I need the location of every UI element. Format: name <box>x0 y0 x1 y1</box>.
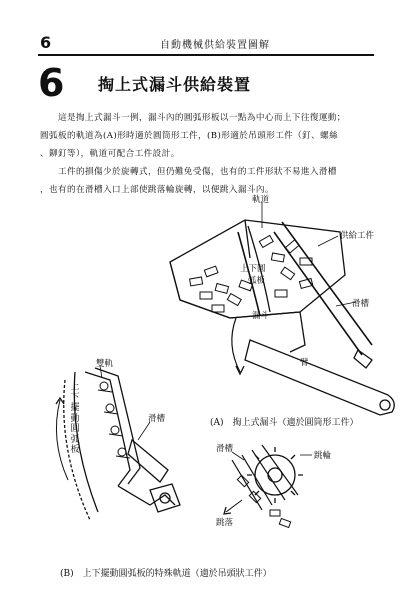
label-double-track: 雙軌 <box>96 359 114 369</box>
label-chute-b: 滑槽 <box>148 414 166 424</box>
label-chute: 滑槽 <box>352 299 370 309</box>
label-arm: 臂 <box>300 358 309 368</box>
paragraph-line: 圓弧板的軌道為(A)形時適於圓筒形工件，(B)形適於吊頭形工件（釘、螺絲 <box>40 131 339 141</box>
label-drop: 跳落 <box>216 518 234 528</box>
section-title: 掏上式漏斗供給裝置 <box>98 75 252 94</box>
label-supply-workpiece: 供給工件 <box>340 231 375 241</box>
page-number: 6 <box>40 33 52 52</box>
label-chute-b2: 滑槽 <box>216 444 234 454</box>
caption-figure-b: (B) 上下擺動圓弧板的特殊軌道（適於吊頭狀工件） <box>60 569 272 579</box>
running-title: 自動機械供給裝置圖解 <box>160 40 270 51</box>
paragraph-line: 這是掏上式漏斗一例，漏斗內的圓弧形板以一點為中心而上下往復運動； <box>58 113 346 123</box>
paragraph-line: ，也有的在滑槽入口上部使跳落輪旋轉，以便跳入漏斗內。 <box>40 185 274 195</box>
label-arc-plate-vertical: 上下擺動圓弧板 <box>70 382 80 455</box>
label-arc-plate-1: 上下圓 <box>240 264 266 274</box>
paragraph-line: 、鉚釘等），軌道可配合工件設計。 <box>40 149 180 159</box>
label-jump-wheel: 跳輪 <box>314 451 332 461</box>
label-hopper: 漏斗 <box>252 311 270 321</box>
label-track: 軌道 <box>252 195 270 205</box>
section-number: 6 <box>38 61 65 105</box>
paragraph-line: 工件的損傷少於旋轉式，但仍難免受傷，也有的工件形狀不易進入滑槽 <box>58 167 337 177</box>
caption-figure-a: (A) 掏上式漏斗（適於圓筒形工件） <box>210 418 359 428</box>
label-arc-plate-2: 弧板 <box>248 276 266 286</box>
